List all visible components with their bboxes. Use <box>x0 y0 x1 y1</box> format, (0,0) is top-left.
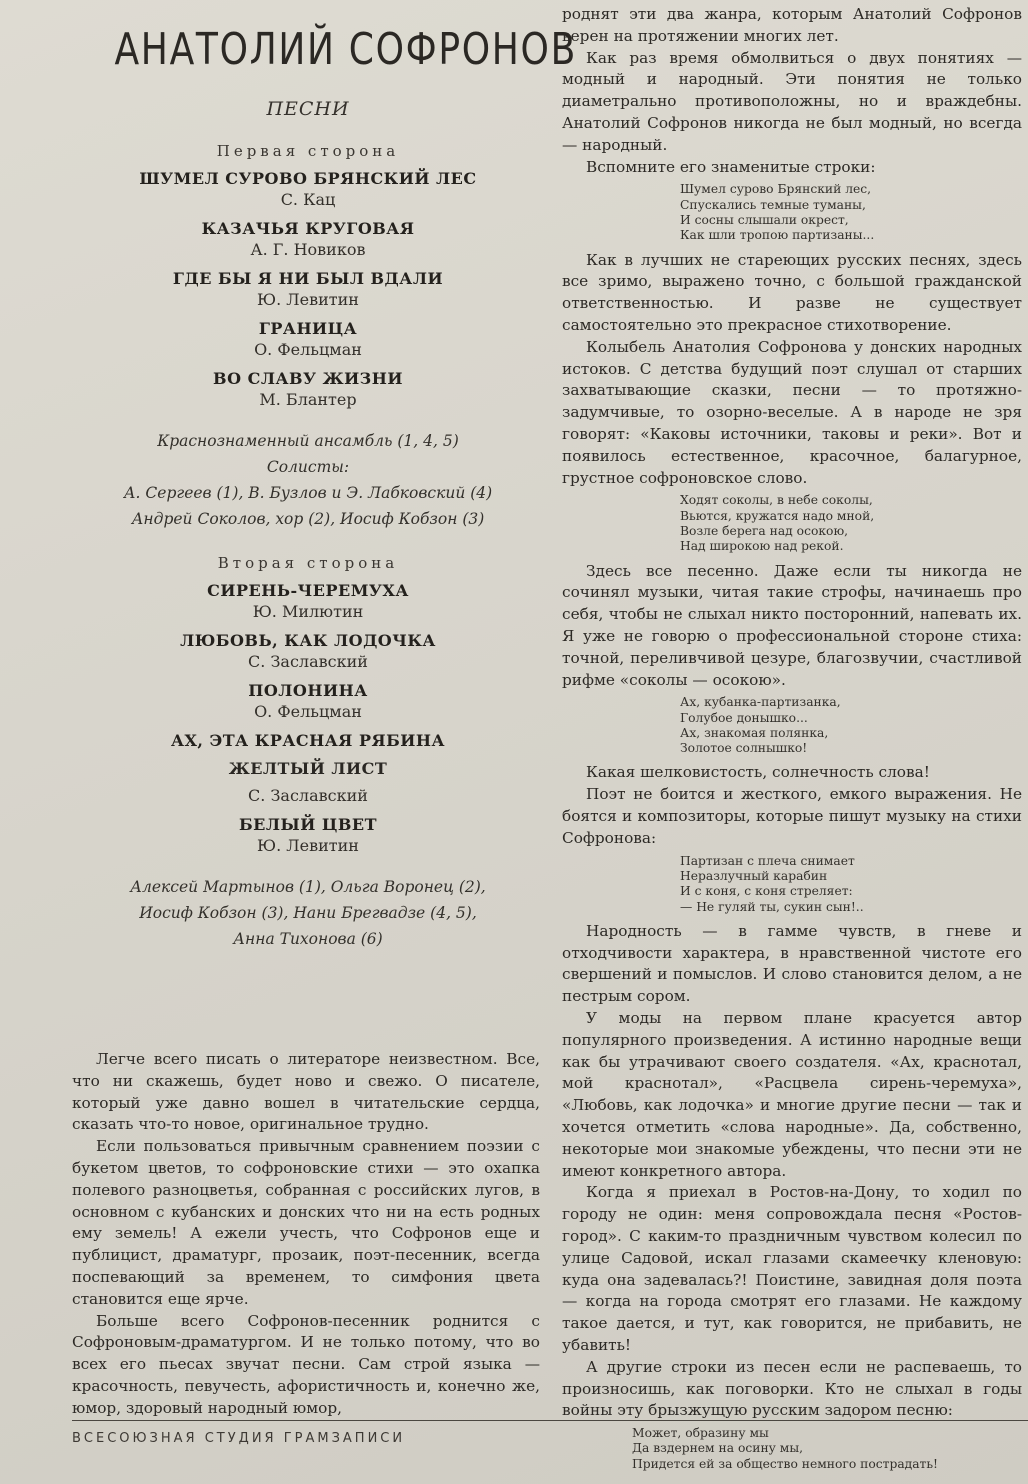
track-composer: А. Г. Новиков <box>250 240 366 259</box>
track-composer: Ю. Левитин <box>257 290 359 309</box>
verse-quote <box>680 854 1022 915</box>
track-composer: С. Заславский <box>248 652 368 671</box>
verse-line: Голубое донышко... <box>680 710 808 725</box>
side-two <box>72 554 544 952</box>
track-title: ВО СЛАВУ ЖИЗНИ <box>213 369 403 388</box>
track-title: КАЗАЧЬЯ КРУГОВАЯ <box>201 219 415 238</box>
essay-paragraph: роднят эти два жанра, которым Анатолий Софронов верен на протяжении многих лет. <box>562 5 1022 45</box>
verse-quote <box>632 1426 1022 1472</box>
essay-paragraph: Больше всего Софронов-песенник роднится с Софроновым-драматургом. И не только потому, что во всех его пьесах звучат песни. Сам строй языка — красочность, певучесть, афористичность и, конечно же, юмор, здоровый народный юмор, <box>72 1311 540 1417</box>
track-title: ШУМЕЛ СУРОВО БРЯНСКИЙ ЛЕС <box>139 169 477 188</box>
track-title: БЕЛЫЙ ЦВЕТ <box>238 815 377 834</box>
track <box>72 368 544 410</box>
track <box>72 814 544 856</box>
essay-paragraph: Здесь все песенно. Даже если ты никогда не сочинял музыки, читая такие строфы, начинаешь про себя, чтобы не слыхал никто посторонний, напевать их. Я уже не говорю о профессиональной стороне стиха: точной, переливчивой цезуре, благозвучии, счастливой рифме «соколы — осокою». <box>562 561 1022 689</box>
essay-paragraph: А другие строки из песен если не распеваешь, то произносишь, как поговорки. Кто не слыхал в годы войны эту брызжущую русским задором песню: <box>562 1357 1022 1420</box>
verse-quote <box>680 493 1022 554</box>
verse-line: Может, образину мы <box>632 1426 769 1441</box>
track-title: ПОЛОНИНА <box>248 681 368 700</box>
essay-paragraph: Когда я приехал в Ростов-на-Дону, то ходил по городу не один: меня сопровождала песня «Ростов-город». С каким-то праздничным чувством колесил по улице Садовой, искал глазами скамеечку кленовую: куда она задевалась?! Поистине, завидная доля поэта — когда на города смотрят его глазами. Не каждому такое дается, и тут, как говорится, не прибавить, не убавить! <box>562 1183 1022 1354</box>
essay-right-column <box>562 4 1022 1478</box>
verse-line: Спускались темные туманы, <box>680 197 866 212</box>
verse-line: Придется ей за общество немного пострадать! <box>632 1456 938 1471</box>
track-title: АХ, ЭТА КРАСНАЯ РЯБИНА <box>170 731 446 750</box>
credit-line: Анна Тихонова (6) <box>233 930 383 948</box>
track <box>72 730 544 806</box>
track-title-second: ЖЕЛТЫЙ ЛИСТ <box>228 759 388 778</box>
track-composer: О. Фельцман <box>254 340 362 359</box>
page-title: АНАТОЛИЙ СОФРОНОВ <box>114 24 577 75</box>
track-composer: Ю. Левитин <box>257 836 359 855</box>
track-title: ГРАНИЦА <box>258 319 358 338</box>
track <box>72 630 544 672</box>
credit-line: Иосиф Кобзон (3), Нани Брегвадзе (4, 5), <box>139 904 477 922</box>
verse-line: Вьются, кружатся надо мной, <box>680 508 875 523</box>
essay-paragraph: Поэт не боится и жесткого, емкого выражения. Не боятся и композиторы, которые пишут музыку на стихи Софронова: <box>562 785 1022 847</box>
verse-quote <box>680 695 1022 756</box>
track-title: ГДЕ БЫ Я НИ БЫЛ ВДАЛИ <box>172 269 444 288</box>
verse-line: Ах, кубанка-партизанка, <box>680 695 841 710</box>
essay-paragraph: Колыбель Анатолия Софронова у донских народных истоков. С детства будущий поэт слушал от старших захватывающие сказки, песни — то протяжно-задумчивые, то озорно-веселые. А в народе не зря говорят: «Каковы источники, таковы и реки». Вот и появилось естественное, красочное, балагурное, грустное софроновское слово. <box>562 337 1022 487</box>
essay-paragraph: Если пользоваться привычным сравнением поэзии с букетом цветов, то софроновские стихи — это охапка полевого разноцветья, собранная с российских лугов, в основном с кубанских и донских что ни на есть родных ему земель! А ежели учесть, что Софронов еще и публицист, драматург, прозаик, поэт-песенник, всегда поспевающий за временем, то симфония цвета становится еще ярче. <box>72 1137 540 1308</box>
essay-paragraph: Вспомните его знаменитые строки: <box>586 157 876 176</box>
essay-paragraph: У моды на первом плане красуется автор популярного произведения. А истинно народные вещи как бы утрачивают своего создателя. «Ах, краснотал, мой краснотал», «Расцвела сирень-черемуха», «Любовь, как лодочка» и многие другие песни — так и хочется отметить «слова народные». Да, собственно, некоторые мои знакомые убеждены, что песни эти не имеют конкретного автора. <box>562 1009 1022 1180</box>
credit-line: Солисты: <box>266 458 350 476</box>
track <box>72 318 544 360</box>
credit-line: А. Сергеев (1), В. Бузлов и Э. Лабковский (4) <box>123 484 493 502</box>
essay-paragraph: Народность — в гамме чувств, в гневе и отходчивости характера, в нравственной чистоте его свершений и помыслов. И слово становится делом, а не пестрым сором. <box>562 921 1022 1006</box>
tracklist-column <box>72 24 577 952</box>
track-composer: О. Фельцман <box>254 702 362 721</box>
publisher-name: ВСЕСОЮЗНАЯ СТУДИЯ ГРАМЗАПИСИ <box>72 1431 406 1446</box>
side-one-credits <box>72 428 544 532</box>
verse-line: Шумел сурово Брянский лес, <box>680 182 872 197</box>
side-one-label: Первая сторона <box>216 142 400 160</box>
page-subtitle: ПЕСНИ <box>266 98 350 120</box>
verse-line: Над широкою над рекой. <box>680 539 844 554</box>
verse-line: И сосны слышали окрест, <box>680 212 849 227</box>
footer-divider <box>72 1420 1028 1421</box>
track <box>72 218 544 260</box>
track <box>72 580 544 622</box>
credit-line: Краснознаменный ансамбль (1, 4, 5) <box>157 432 459 450</box>
verse-line: Ах, знакомая полянка, <box>680 725 829 740</box>
essay-paragraph: Как в лучших не стареющих русских песнях, здесь все зримо, выражено точно, с большой гражданской ответственностью. И разве не существует самостоятельно это прекрасное стихотворение. <box>562 250 1022 334</box>
verse-line: И с коня, с коня стреляет: <box>680 884 853 899</box>
essay-paragraph: Как раз время обмолвиться о двух понятиях — модный и народный. Эти понятия не только диаметрально противоположны, но и враждебны. Анатолий Софронов никогда не был модный, но всегда — народный. <box>562 48 1022 154</box>
verse-line: Возле берега над осокою, <box>680 523 849 538</box>
track-composer: М. Блантер <box>259 390 357 409</box>
side-two-label: Вторая сторона <box>217 554 399 572</box>
verse-line: Неразлучный карабин <box>680 868 828 883</box>
credit-line: Алексей Мартынов (1), Ольга Воронец (2), <box>130 878 486 896</box>
verse-line: Как шли тропою партизаны... <box>680 228 875 243</box>
track-title: ЛЮБОВЬ, КАК ЛОДОЧКА <box>180 631 436 650</box>
track <box>72 680 544 722</box>
essay-left-column <box>72 1049 540 1420</box>
essay-paragraph: Какая шелковистость, солнечность слова! <box>586 763 930 782</box>
track <box>72 268 544 310</box>
verse-line: — Не гуляй ты, сукин сын!.. <box>680 899 864 914</box>
essay-paragraph: Легче всего писать о литераторе неизвестном. Все, что ни скажешь, будет ново и свежо. О писателе, который уже давно вошел в читательские сердца, сказать что-то новое, оригинальное трудно. <box>72 1050 540 1134</box>
track-composer: С. Кац <box>280 190 336 209</box>
verse-line: Партизан с плеча снимает <box>680 853 855 868</box>
side-one <box>72 142 544 532</box>
credit-line: Андрей Соколов, хор (2), Иосиф Кобзон (3) <box>131 510 485 528</box>
verse-line: Ходят соколы, в небе соколы, <box>680 493 873 508</box>
verse-line: Золотое солнышко! <box>680 741 808 756</box>
side-two-credits <box>72 874 544 952</box>
track-composer: С. Заславский <box>248 786 368 805</box>
verse-quote <box>680 182 1022 243</box>
track <box>72 168 544 210</box>
track-title: СИРЕНЬ-ЧЕРЕМУХА <box>207 581 409 600</box>
verse-line: Да вздернем на осину мы, <box>632 1441 804 1456</box>
track-composer: Ю. Милютин <box>252 602 364 621</box>
